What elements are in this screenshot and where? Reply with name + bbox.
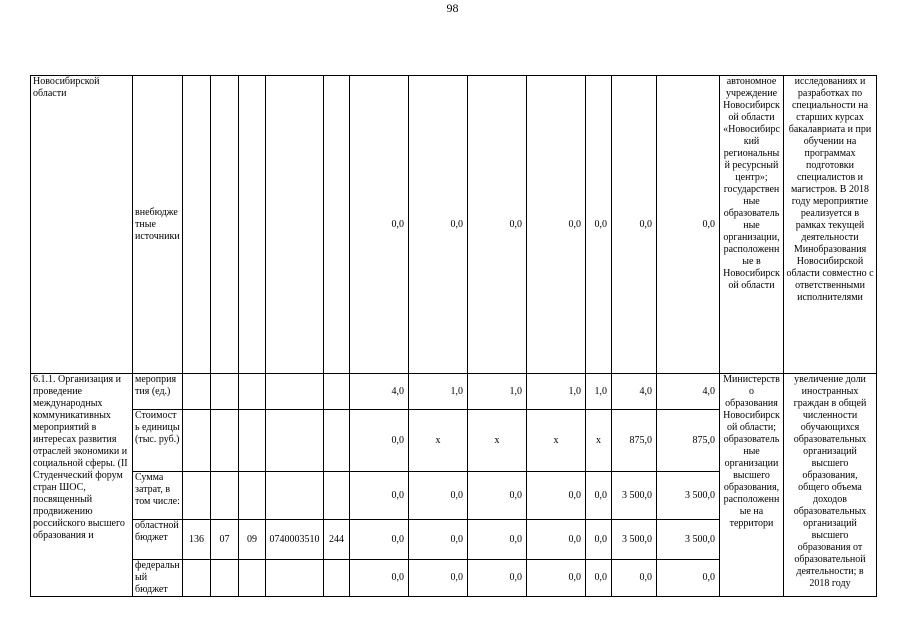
rz-cell bbox=[211, 374, 239, 410]
gr-cell bbox=[183, 76, 211, 374]
value-cell: 0,0 bbox=[612, 560, 657, 597]
csr-cell: 0740003510 bbox=[266, 520, 324, 560]
value-cell: 0,0 bbox=[468, 472, 527, 520]
pr-cell bbox=[239, 76, 266, 374]
value-cell: 0,0 bbox=[468, 76, 527, 374]
value-cell: 0,0 bbox=[586, 520, 612, 560]
value-cell: 0,0 bbox=[409, 76, 468, 374]
value-cell: 0,0 bbox=[586, 76, 612, 374]
value-cell: 875,0 bbox=[657, 410, 720, 472]
csr-cell bbox=[266, 410, 324, 472]
value-cell: 3 500,0 bbox=[657, 520, 720, 560]
value-cell: 0,0 bbox=[409, 472, 468, 520]
program-table bbox=[30, 75, 877, 597]
value-cell: 1,0 bbox=[468, 374, 527, 410]
value-cell: 875,0 bbox=[612, 410, 657, 472]
value-cell: 0,0 bbox=[527, 472, 586, 520]
value-cell: 0,0 bbox=[468, 520, 527, 560]
vr-cell bbox=[324, 560, 350, 597]
value-cell: 0,0 bbox=[350, 560, 409, 597]
value-cell: 0,0 bbox=[527, 560, 586, 597]
value-cell: х bbox=[409, 410, 468, 472]
activity-title-cell: 6.1.1. Организация и проведение международных коммуникативных мероприятий в интересах развития отраслей экономики и социальной сферы. (II Студенческий форум стран ШОС, посвященный продвижению российского высшего образования и bbox=[31, 374, 133, 597]
value-cell: 3 500,0 bbox=[657, 472, 720, 520]
line-label-cell: Стоимость единицы (тыс. руб.) bbox=[133, 410, 183, 472]
rz-cell bbox=[211, 472, 239, 520]
value-cell: 0,0 bbox=[468, 560, 527, 597]
gr-cell bbox=[183, 472, 211, 520]
csr-cell bbox=[266, 374, 324, 410]
value-cell: 0,0 bbox=[657, 76, 720, 374]
value-cell: 0,0 bbox=[409, 560, 468, 597]
value-cell: 0,0 bbox=[409, 520, 468, 560]
line-label-cell: Сумма затрат, в том числе: bbox=[133, 472, 183, 520]
activity-name-cell: Новосибирской области bbox=[31, 76, 133, 374]
csr-cell bbox=[266, 472, 324, 520]
value-cell: 0,0 bbox=[350, 76, 409, 374]
page-number: 98 bbox=[446, 1, 459, 15]
gr-cell bbox=[183, 374, 211, 410]
gr-cell: 136 bbox=[183, 520, 211, 560]
value-cell: 3 500,0 bbox=[612, 520, 657, 560]
value-cell: 0,0 bbox=[350, 520, 409, 560]
rz-cell bbox=[211, 410, 239, 472]
value-cell: 4,0 bbox=[612, 374, 657, 410]
rz-cell bbox=[211, 76, 239, 374]
csr-cell bbox=[266, 76, 324, 374]
vr-cell bbox=[324, 472, 350, 520]
value-cell: х bbox=[527, 410, 586, 472]
value-cell: 0,0 bbox=[350, 472, 409, 520]
value-cell: 0,0 bbox=[527, 76, 586, 374]
value-cell: 1,0 bbox=[527, 374, 586, 410]
value-cell: 0,0 bbox=[350, 410, 409, 472]
result-cell: исследованиях и разработках по специальности на старших курсах бакалавриата и при обучении на программах подготовки специалистов и магистров. В 2018 году мероприятие реализуется в рамках текущей деятельности Минобразования Новосибирской области совместно с ответственными исполнителями bbox=[784, 76, 877, 374]
pr-cell: 09 bbox=[239, 520, 266, 560]
line-label-cell: мероприятия (ед.) bbox=[133, 374, 183, 410]
value-cell: 0,0 bbox=[612, 76, 657, 374]
vr-cell: 244 bbox=[324, 520, 350, 560]
value-cell: х bbox=[468, 410, 527, 472]
value-cell: 0,0 bbox=[586, 560, 612, 597]
value-cell: 3 500,0 bbox=[612, 472, 657, 520]
table-row bbox=[31, 76, 877, 374]
value-cell: 4,0 bbox=[657, 374, 720, 410]
activity-result-cell: увеличение доли иностранных граждан в общей численности обучающихся образовательных организаций высшего образования, общего объема доходов образовательных организаций высшего образования от образовательной деятельности; в 2018 году bbox=[784, 374, 877, 597]
gr-cell bbox=[183, 560, 211, 597]
value-cell: 4,0 bbox=[350, 374, 409, 410]
pr-cell bbox=[239, 410, 266, 472]
value-cell: 0,0 bbox=[586, 472, 612, 520]
vr-cell bbox=[324, 76, 350, 374]
vr-cell bbox=[324, 410, 350, 472]
table-row bbox=[31, 374, 877, 410]
pr-cell bbox=[239, 560, 266, 597]
rz-cell: 07 bbox=[211, 520, 239, 560]
line-label-cell: областной бюджет bbox=[133, 520, 183, 560]
executor-cell: автономное учреждение Новосибирской области «Новосибирский региональный ресурсный центр»; государственные образовательные организации, расположенные в Новосибирской области bbox=[720, 76, 784, 374]
vr-cell bbox=[324, 374, 350, 410]
line-label-cell: федеральный бюджет bbox=[133, 560, 183, 597]
value-cell: х bbox=[586, 410, 612, 472]
value-cell: 0,0 bbox=[657, 560, 720, 597]
activity-executor-cell: Министерство образования Новосибирской области; образовательные организации высшего образования, расположенные на территори bbox=[720, 374, 784, 597]
rz-cell bbox=[211, 560, 239, 597]
value-cell: 1,0 bbox=[409, 374, 468, 410]
gr-cell bbox=[183, 410, 211, 472]
pr-cell bbox=[239, 374, 266, 410]
source-cell: внебюджетные источники bbox=[133, 76, 183, 374]
pr-cell bbox=[239, 472, 266, 520]
value-cell: 1,0 bbox=[586, 374, 612, 410]
csr-cell bbox=[266, 560, 324, 597]
value-cell: 0,0 bbox=[527, 520, 586, 560]
